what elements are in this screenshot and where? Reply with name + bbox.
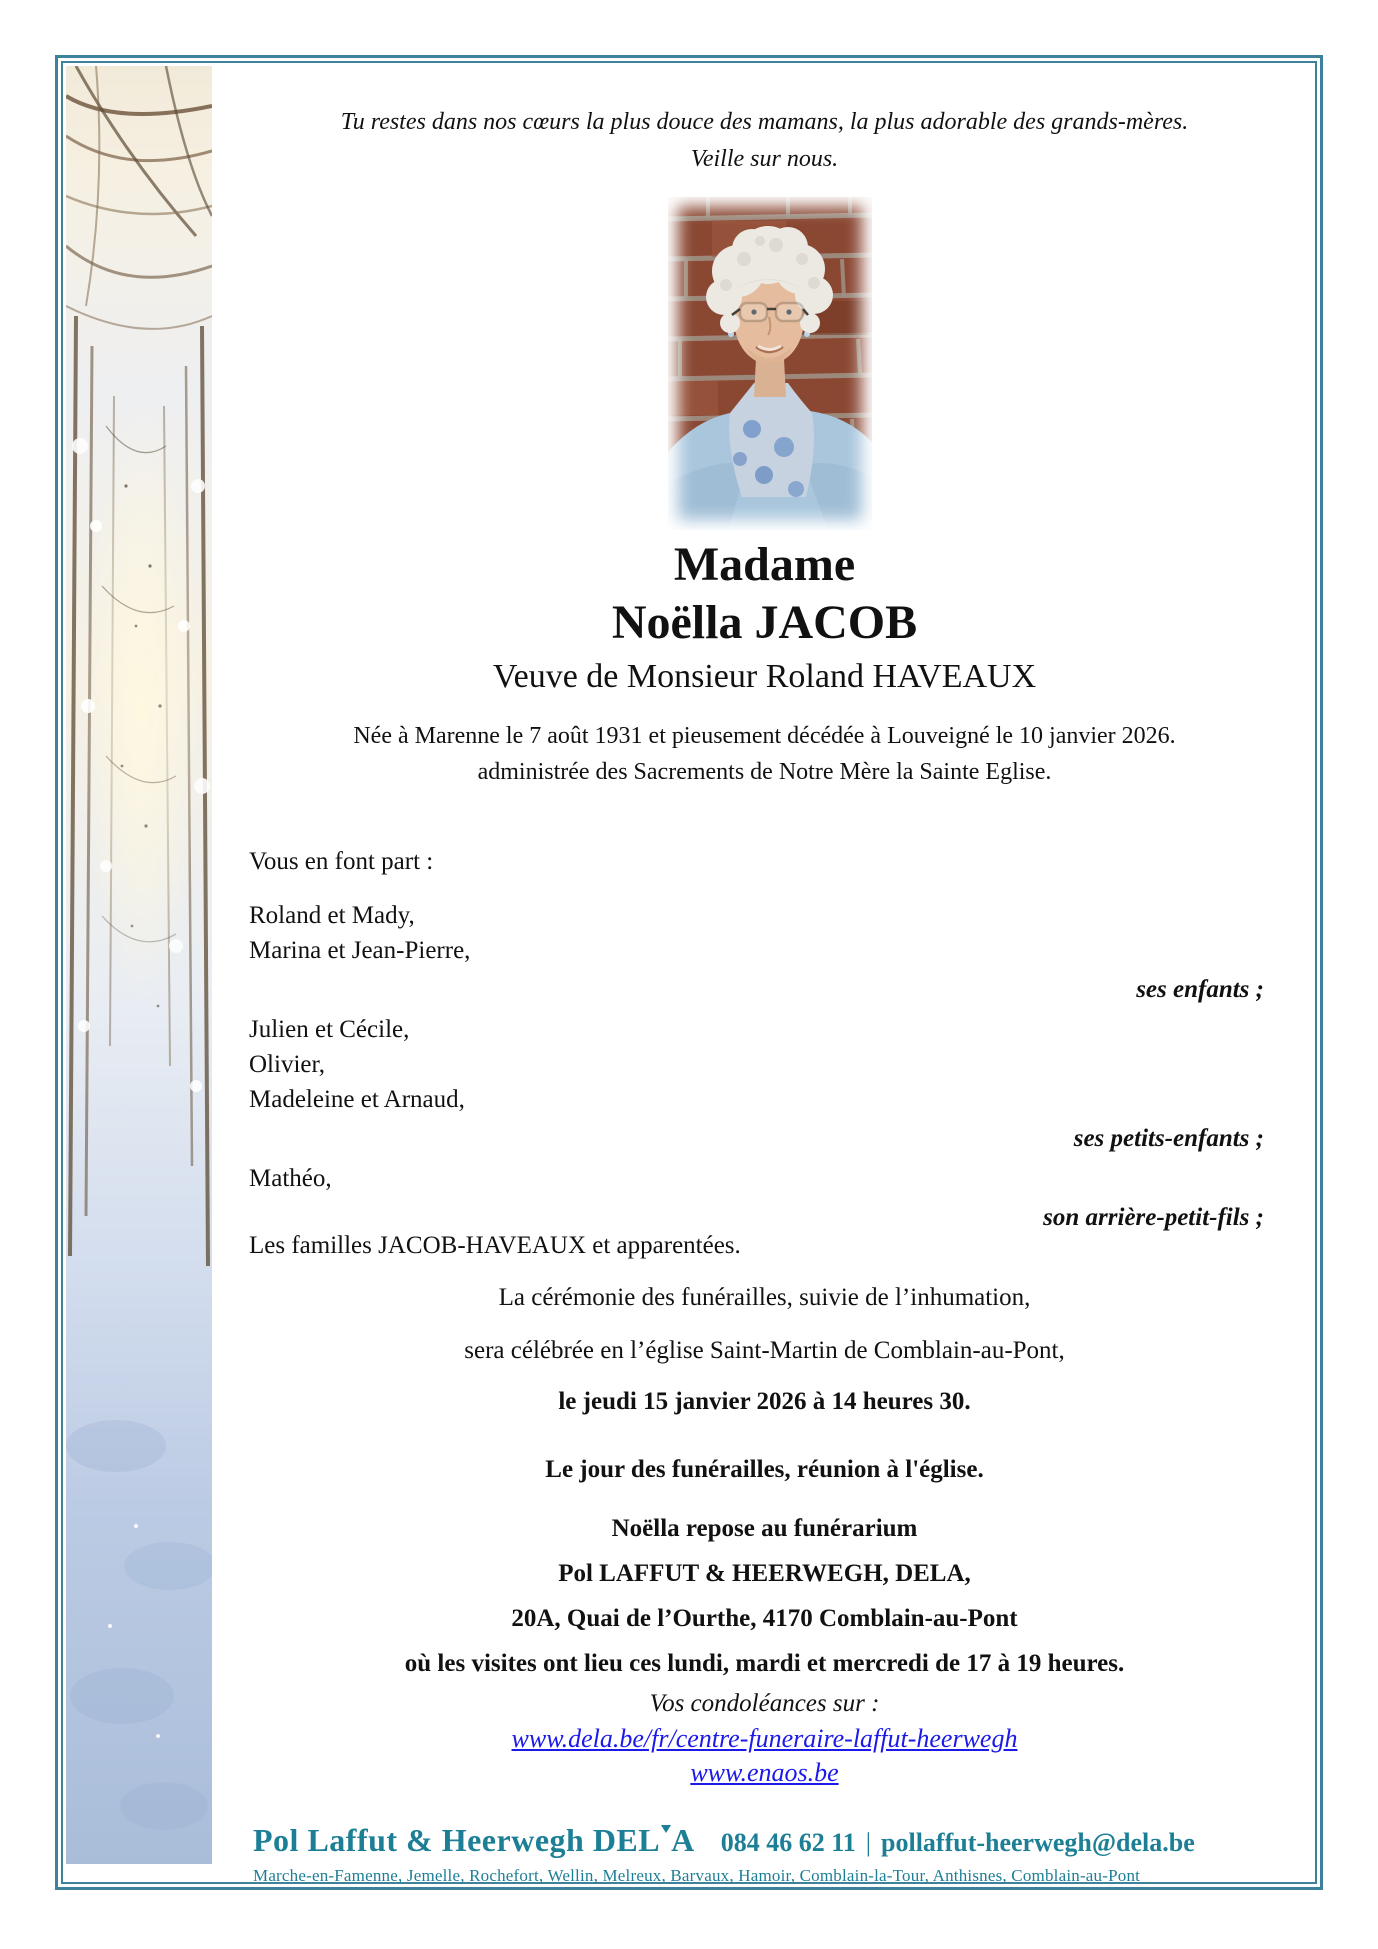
family-name-line: Roland et Mady, — [249, 902, 415, 929]
condolence-link-enaos-wrap — [211, 1758, 1318, 1788]
repose-line-3: 20A, Quai de l’Ourthe, 4170 Comblain-au-Pont — [511, 1605, 1018, 1632]
footer-email: pollaffut-heerwegh@dela.be — [881, 1828, 1195, 1857]
family-group-children — [249, 898, 1264, 1005]
repose-line-1: Noëlla repose au funérarium — [611, 1515, 918, 1542]
deceased-name: Noëlla JACOB — [611, 596, 918, 649]
sacraments-line: administrée des Sacrements de Notre Mère la Sainte Eglise. — [477, 759, 1052, 785]
relation-label-children: ses enfants ; — [1136, 976, 1264, 1003]
footer-phone: 084 46 62 11 — [720, 1828, 856, 1857]
portrait-illustration — [668, 197, 872, 530]
repose-line-4: où les visites ont lieu ces lundi, mardi et mercredi de 17 à 19 heures. — [404, 1650, 1125, 1677]
epitaph — [211, 104, 1318, 178]
ceremony-line-2: sera célébrée en l’église Saint-Martin de Comblain-au-Pont, — [464, 1337, 1065, 1364]
widow-line: Veuve de Monsieur Roland HAVEAUX — [492, 658, 1037, 695]
family-announcement — [211, 846, 1318, 1240]
relation-label-great-grandson: son arrière-petit-fils ; — [1043, 1204, 1264, 1231]
announcement-intro: Vous en font part : — [249, 848, 434, 875]
condolence-link-dela-wrap — [211, 1724, 1318, 1754]
relation-label-grandchildren: ses petits-enfants ; — [1073, 1125, 1264, 1152]
ceremony-line-1: La cérémonie des funérailles, suivie de l’inhumation, — [498, 1284, 1031, 1311]
funeral-home-footer — [253, 1822, 1293, 1886]
ceremony-datetime: le jeudi 15 janvier 2026 à 14 heures 30. — [558, 1388, 971, 1415]
birth-death-block — [211, 718, 1318, 790]
footer-cities: Marche-en-Famenne, Jemelle, Rochefort, Wellin, Melreux, Barvaux, Hamoir, Comblain-la-Tour, Anthisnes, Comblain-au-Pont — [253, 1866, 1141, 1885]
footer-logo-text: Pol Laffut & Heerwegh DEL — [253, 1822, 661, 1858]
winter-forest-photo — [66, 66, 212, 1864]
condolence-link-enaos[interactable]: www.enaos.be — [690, 1758, 839, 1787]
condolence-link-dela[interactable]: www.dela.be/fr/centre-funeraire-laffut-heerwegh — [511, 1724, 1018, 1753]
heading-block — [211, 536, 1318, 700]
meeting-line: Le jour des funérailles, réunion à l'église. — [545, 1456, 984, 1483]
portrait-photo — [668, 197, 872, 530]
deceased-title: Madame — [673, 538, 856, 591]
winter-forest-illustration — [66, 66, 212, 1864]
family-group-great-grandson — [249, 1161, 1264, 1233]
epitaph-line-1: Tu restes dans nos cœurs la plus douce des mamans, la plus adorable des grands-mères. — [340, 109, 1189, 135]
footer-logo-text-end: A — [671, 1822, 695, 1858]
family-group-grandchildren — [249, 1012, 1264, 1154]
condolences-label: Vos condoléances sur : — [649, 1690, 880, 1717]
family-name-line: Julien et Cécile, — [249, 1016, 410, 1043]
footer-contact — [721, 1828, 1195, 1858]
dela-triangle-icon — [661, 1825, 671, 1833]
footer-row — [253, 1822, 1293, 1859]
epitaph-line-2: Veille sur nous. — [690, 146, 839, 172]
family-name-line: Mathéo, — [249, 1165, 332, 1192]
family-name-line: Madeleine et Arnaud, — [249, 1086, 465, 1113]
families-line: Les familles JACOB-HAVEAUX et apparentées. — [249, 1232, 741, 1259]
birth-death-line: Née à Marenne le 7 août 1931 et pieusement décédée à Louveigné le 10 janvier 2026. — [353, 723, 1176, 749]
funeral-home-logo — [253, 1822, 695, 1859]
family-name-line: Marina et Jean-Pierre, — [249, 937, 471, 964]
footer-separator: | — [865, 1828, 872, 1857]
family-name-line: Olivier, — [249, 1051, 326, 1078]
repose-line-2: Pol LAFFUT & HEERWEGH, DELA, — [558, 1560, 971, 1587]
